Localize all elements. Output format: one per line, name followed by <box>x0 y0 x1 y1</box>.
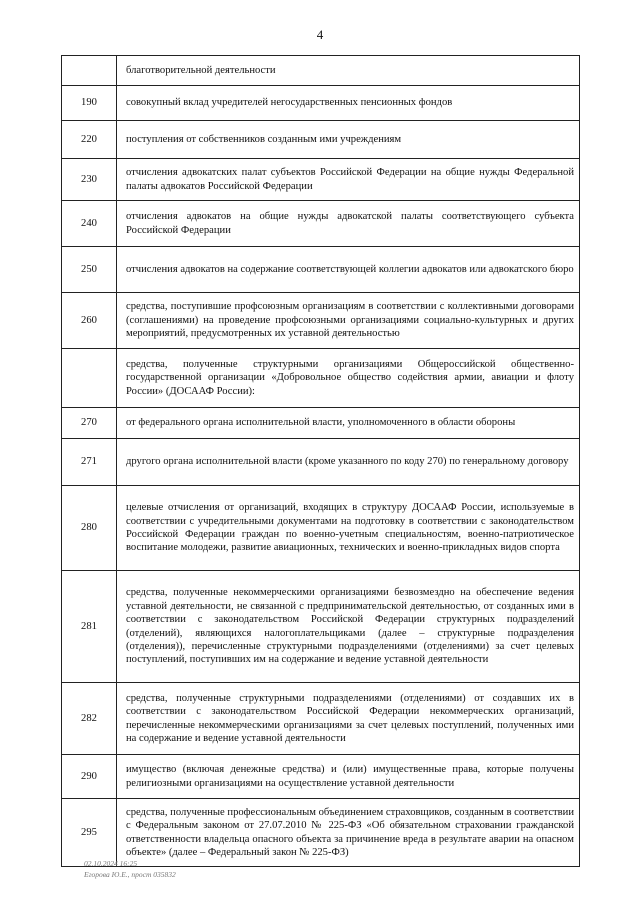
table-row <box>62 293 580 349</box>
table-row <box>62 121 580 159</box>
description-cell: средства, полученные структурными организациями Общероссийской общественно-государственной организации «Добровольное общество содействия армии, авиации и флоту России» (ДОСААФ России): <box>117 349 580 408</box>
stamp-author: Егорова Ю.Е., прост 035832 <box>84 870 176 879</box>
code-cell: 271 <box>62 439 117 486</box>
description-cell: средства, полученные профессиональным объединением страховщиков, созданным в соответствии с Федеральным законом от 27.07.2010 № 225-ФЗ «Об обязательном страховании гражданской ответственности владельца опасного объекта за причинение вреда в результате аварии на опасном объекте» (далее – Федеральный закон № 225-ФЗ) <box>117 799 580 867</box>
code-cell: 220 <box>62 121 117 159</box>
code-cell: 281 <box>62 571 117 683</box>
description-cell: средства, полученные некоммерческими организациями безвозмездно на обеспечение ведения уставной деятельности, не связанной с предпринимательской деятельностью, от созданных ими в соответствии с законодательством Российской Федерации структурных подразделений (отделений), являющихся налогоплательщиками (далее – структурные подразделения (отделения)), перечисленные структурными подразделениями (отделениями) за счет целевых поступлений, поступивших им на содержание и ведение уставной деятельности <box>117 571 580 683</box>
description-cell: отчисления адвокатов на общие нужды адвокатской палаты соответствующего субъекта Российской Федерации <box>117 201 580 247</box>
description-cell: средства, полученные структурными подразделениями (отделениями) от создавших их в соответствии с законодательством Российской Федерации некоммерческих организаций, перечисленные некоммерческими организациями за счет целевых поступлений, полученных ими на содержание и ведение уставной деятельности <box>117 683 580 755</box>
code-cell: 280 <box>62 486 117 571</box>
table-row <box>62 755 580 799</box>
code-cell <box>62 349 117 408</box>
table-row <box>62 247 580 293</box>
description-cell: совокупный вклад учредителей негосударственных пенсионных фондов <box>117 86 580 121</box>
code-cell: 260 <box>62 293 117 349</box>
code-cell: 230 <box>62 159 117 201</box>
table-row <box>62 86 580 121</box>
description-cell: благотворительной деятельности <box>117 56 580 86</box>
table-row <box>62 201 580 247</box>
table-row <box>62 408 580 439</box>
income-codes-table <box>61 55 580 867</box>
description-cell: другого органа исполнительной власти (кроме указанного по коду 270) по генеральному договору <box>117 439 580 486</box>
table-row <box>62 56 580 86</box>
table-row <box>62 159 580 201</box>
description-cell: отчисления адвокатов на содержание соответствующей коллегии адвокатов или адвокатского бюро <box>117 247 580 293</box>
stamp-date: 02.10.2024 16:25 <box>84 859 138 868</box>
page-number: 4 <box>316 27 324 42</box>
code-cell: 290 <box>62 755 117 799</box>
description-cell: целевые отчисления от организаций, входящих в структуру ДОСААФ России, используемые в соответствии с учредительными документами на подготовку в соответствии с законодательством Российской Федерации граждан по военно-учетным специальностям, военно-патриотическое воспитание молодежи, развитие авиационных, технических и военно-прикладных видов спорта <box>117 486 580 571</box>
table-row <box>62 799 580 867</box>
code-cell: 295 <box>62 799 117 867</box>
code-cell: 250 <box>62 247 117 293</box>
code-cell: 190 <box>62 86 117 121</box>
table-row <box>62 349 580 408</box>
code-cell <box>62 56 117 86</box>
table-row <box>62 439 580 486</box>
table-row <box>62 486 580 571</box>
table-row <box>62 571 580 683</box>
table-row <box>62 683 580 755</box>
description-cell: отчисления адвокатских палат субъектов Российской Федерации на общие нужды Федеральной палаты адвокатов Российской Федерации <box>117 159 580 201</box>
code-cell: 282 <box>62 683 117 755</box>
description-cell: от федерального органа исполнительной власти, уполномоченного в области обороны <box>117 408 580 439</box>
description-cell: поступления от собственников созданным ими учреждениям <box>117 121 580 159</box>
code-cell: 240 <box>62 201 117 247</box>
code-cell: 270 <box>62 408 117 439</box>
description-cell: имущество (включая денежные средства) и (или) имущественные права, которые получены религиозными организациями на осуществление уставной деятельности <box>117 755 580 799</box>
document-stamp <box>84 858 176 880</box>
description-cell: средства, поступившие профсоюзным организациям в соответствии с коллективными договорами (соглашениями) на проведение профсоюзными организациями социально-культурных и других мероприятий, предусмотренных их уставной деятельностью <box>117 293 580 349</box>
